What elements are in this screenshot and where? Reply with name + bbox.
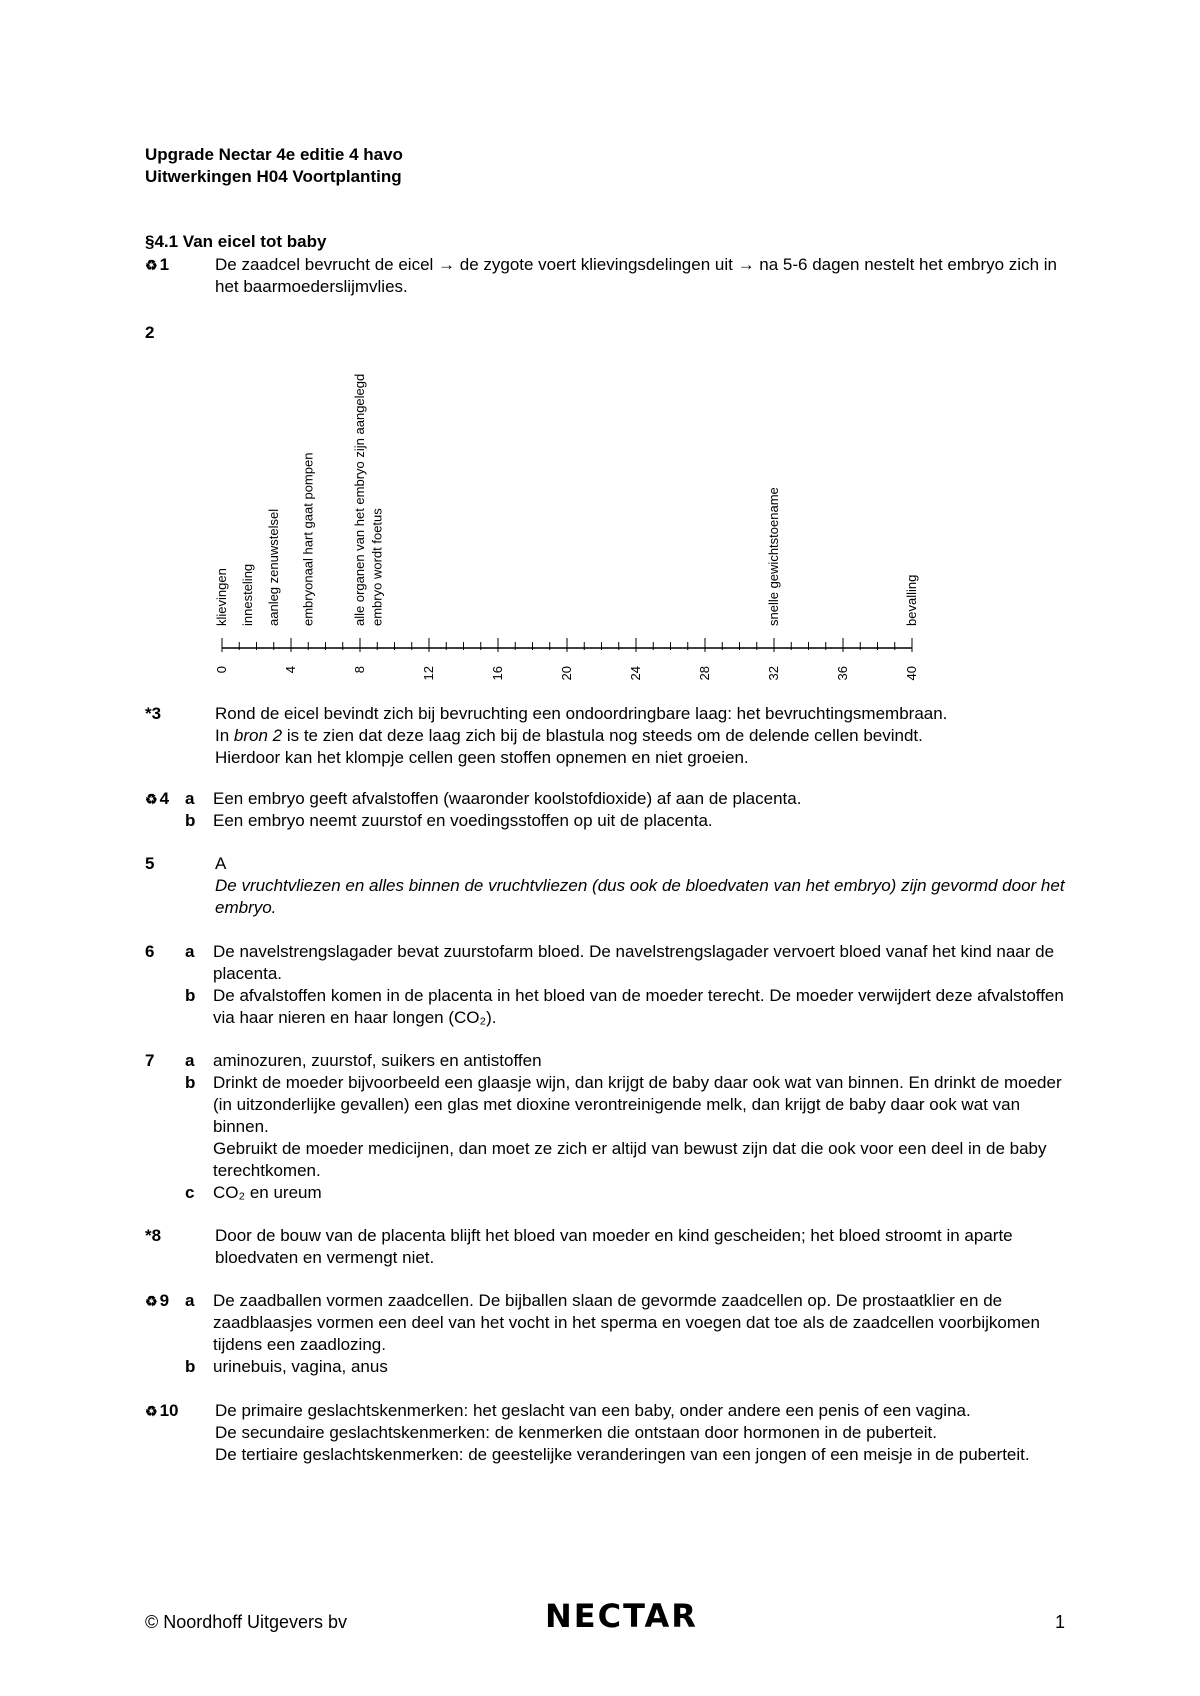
nectar-logo: NECTAR [545, 1597, 698, 1635]
question-6: 6 a De navelstrengslagader bevat zuurstofarm bloed. De navelstrengslagader vervoert bloed vanaf het kind naar de placenta. b De afvalstoffen komen in de placenta in het bloed van de moeder terecht. De moeder verwijdert deze afvalstoffen via haar nieren en haar longen (CO₂). [145, 942, 1064, 1027]
timeline-event-label: aanleg zenuwstelsel [265, 508, 281, 626]
timeline-tick-label: 16 [490, 666, 505, 681]
question-5: 5 A De vruchtvliezen en alles binnen de vruchtvliezen (dus ook de bloedvaten van het embryo) zijn gevormd door het embryo. [145, 854, 1065, 917]
question-1: ♻ 1 De zaadcel bevrucht de eicel → de zygote voert klievingsdelingen uit → na 5-6 dagen nestelt het embryo zich in het baarmoederslijmvlies. [145, 254, 1065, 298]
timeline-event-label: embryo wordt foetus [369, 508, 385, 626]
question-2: 2 [145, 323, 155, 342]
timeline-event-label: klievingen [214, 568, 229, 626]
timeline-tick-label: 32 [766, 666, 781, 681]
header-title: Upgrade Nectar 4e editie 4 havo [145, 145, 403, 164]
question-10: ♻ 10 De primaire geslachtskenmerken: het geslacht van een baby, onder andere een penis of een vagina. De secundaire geslachtskenmerken: de kenmerken die ontstaan door hormonen in de puberteit. De tertiaire geslachtskenmerken: de geestelijke veranderingen van een jongen of een meisje in de puberteit. [145, 1400, 1065, 1466]
question-7: 7 a aminozuren, zuurstof, suikers en antistoffen b Drinkt de moeder bijvoorbeeld een glaasje wijn, dan krijgt de baby daar ook wat van binnen. En drinkt de moeder (in uitzonderlijke gevallen) een glas met dioxine verontreinigende melk, dan krijgt de baby daar ook wat van binnen. Gebruikt de moeder medicijnen, dan moet ze zich er altijd van bewust zijn dat die ook voor een deel in de baby terechtkomen. c CO₂ en ureum [145, 1050, 1065, 1204]
answer-text: De afvalstoffen komen in de placenta in het bloed van de moeder terecht. De moeder verwijdert deze afvalstoffen via haar nieren en haar longen (CO₂). [213, 986, 1064, 1027]
question-8: *8 Door de bouw van de placenta blijft het bloed van moeder en kind gescheiden; het bloed stroomt in aparte bloedvaten en vermengt niet. [145, 1225, 1065, 1269]
timeline-tick-label: 0 [214, 666, 229, 674]
header-subtitle: Uitwerkingen H04 Voortplanting [145, 167, 402, 186]
timeline-tick-label: 12 [421, 666, 436, 681]
recycle-icon: ♻ [145, 791, 158, 807]
recycle-icon: ♻ [145, 257, 158, 273]
answer-text: urinebuis, vagina, anus [213, 1357, 388, 1376]
timeline-event-label: innesteling [239, 563, 255, 626]
answer-choice: A [215, 854, 227, 873]
answer-text: De primaire geslachtskenmerken: het geslacht van een baby, onder andere een penis of een vagina. [215, 1401, 971, 1420]
answer-text: De zaadcel bevrucht de eicel → de zygote voert klievingsdelingen uit → na 5-6 dagen nestelt het embryo zich in het baarmoederslijmvlies. [215, 255, 1057, 296]
timeline-tick-label: 4 [283, 666, 298, 674]
answer-text: CO₂ en ureum [213, 1183, 322, 1202]
timeline-event-label: alle organen van het embryo zijn aangelegd [352, 373, 367, 626]
answer-line: Hierdoor kan het klompje cellen geen stoffen opnemen en niet groeien. [215, 748, 749, 767]
question-9: ♻ 9 a De zaadballen vormen zaadcellen. De bijballen slaan de gevormde zaadcellen op. De prostaatklier en de zaadblaasjes vormen een deel van het vocht in het sperma en voegen dat toe als de zaadcellen voorbijkomen tijdens een zaadlozing. b urinebuis, vagina, anus [145, 1290, 1065, 1378]
answer-explanation: De vruchtvliezen en alles binnen de vruchtvliezen (dus ook de bloedvaten van het embryo) zijn gevormd door het embryo. [215, 876, 1065, 917]
answer-line: In bron 2 is te zien dat deze laag zich bij de blastula nog steeds om de delende cellen bevindt. [215, 726, 923, 745]
section-title: §4.1 Van eicel tot baby [145, 232, 327, 251]
answer-text: Een embryo geeft afvalstoffen (waaronder koolstofdioxide) af aan de placenta. [213, 789, 802, 808]
timeline-tick-label: 28 [697, 666, 712, 681]
timeline-tick-label: 40 [904, 666, 919, 681]
timeline-tick-label: 8 [352, 666, 367, 674]
answer-text: De navelstrengslagader bevat zuurstofarm bloed. De navelstrengslagader vervoert bloed vanaf het kind naar de placenta. [213, 942, 1055, 983]
answer-text: De tertiaire geslachtskenmerken: de geestelijke veranderingen van een jongen of een meisje in de puberteit. [215, 1445, 1030, 1464]
question-3: *3 Rond de eicel bevindt zich bij bevruchting een ondoordringbare laag: het bevruchtingsmembraan. In bron 2 is te zien dat deze laag zich bij de blastula nog steeds om de delende cellen bevindt. Hierdoor kan het klompje cellen geen stoffen opnemen en niet groeien. [145, 703, 1065, 769]
answer-text: Drinkt de moeder bijvoorbeeld een glaasje wijn, dan krijgt de baby daar ook wat van binnen. En drinkt de moeder (in uitzonderlijke gevallen) een glas met dioxine verontreinigende melk, dan krijgt de baby daar ook wat van binnen. [213, 1073, 1062, 1136]
page-number: 1 [1055, 1612, 1066, 1632]
footer-copyright: © Noordhoff Uitgevers bv [145, 1612, 348, 1632]
answer-line: Rond de eicel bevindt zich bij bevruchting een ondoordringbare laag: het bevruchtingsmembraan. [215, 704, 948, 723]
recycle-icon: ♻ [145, 1293, 158, 1309]
answer-text: Gebruikt de moeder medicijnen, dan moet ze zich er altijd van bewust zijn dat die ook voor een deel in de baby terechtkomen. [213, 1139, 1047, 1180]
answer-text: aminozuren, zuurstof, suikers en antistoffen [213, 1051, 542, 1070]
timeline-tick-label: 24 [628, 666, 643, 681]
timeline-tick-label: 36 [835, 666, 850, 681]
answer-text: De zaadballen vormen zaadcellen. De bijballen slaan de gevormde zaadcellen op. De prostaatklier en de zaadblaasjes vormen een deel van het vocht in het sperma en voegen dat toe als de zaadcellen voorbijkomen tijdens een zaadlozing. [213, 1291, 1040, 1354]
timeline-tick-label: 20 [559, 666, 574, 681]
timeline-event-label: bevalling [904, 574, 919, 626]
recycle-icon: ♻ [145, 1403, 158, 1419]
answer-text: Door de bouw van de placenta blijft het bloed van moeder en kind gescheiden; het bloed stroomt in aparte bloedvaten en vermengt niet. [215, 1226, 1013, 1267]
timeline-diagram [210, 338, 930, 688]
timeline-event-label: embryonaal hart gaat pompen [300, 452, 316, 626]
question-4: ♻ 4 a Een embryo geeft afvalstoffen (waaronder koolstofdioxide) af aan de placenta. b Een embryo neemt zuurstof en voedingsstoffen op uit de placenta. [145, 788, 1065, 832]
answer-text: Een embryo neemt zuurstof en voedingsstoffen op uit de placenta. [213, 811, 713, 830]
timeline-event-label: snelle gewichtstoename [766, 487, 781, 626]
answer-text: De secundaire geslachtskenmerken: de kenmerken die ontstaan door hormonen in de puberteit. [215, 1423, 937, 1442]
